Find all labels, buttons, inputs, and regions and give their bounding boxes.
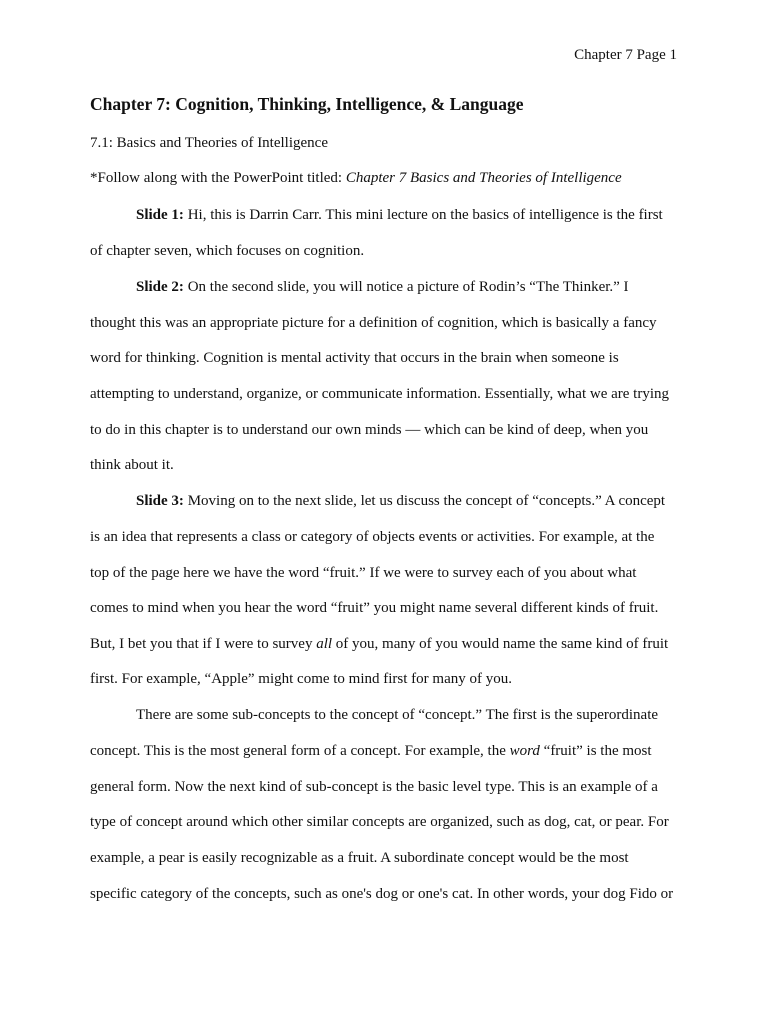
paragraph-line: general form. Now the next kind of sub-concept is the basic level type. This is an example of a: [90, 779, 658, 795]
paragraph-line: comes to mind when you hear the word “fruit” you might name several different kinds of fruit.: [90, 600, 659, 616]
line-text: Moving on to the next slide, let us discuss the concept of “concepts.” A concept: [183, 493, 666, 509]
emphasis-word: word: [509, 743, 540, 759]
line-text: concept. This is the most general form of a concept. For example, the: [90, 743, 510, 759]
page-header: Chapter 7 Page 1: [574, 47, 677, 63]
paragraph-line: specific category of the concepts, such as one's dog or one's cat. In other words, your dog Fido or: [90, 886, 674, 902]
emphasis-all: all: [316, 636, 333, 652]
paragraph-line: think about it.: [90, 457, 174, 473]
paragraph-line: word for thinking. Cognition is mental activity that occurs in the brain when someone is: [90, 350, 619, 366]
paragraph-line: first. For example, “Apple” might come to mind first for many of you.: [90, 671, 512, 687]
line-text: But, I bet you that if I were to survey: [90, 636, 317, 652]
paragraph-line: attempting to understand, organize, or communicate information. Essentially, what we are trying: [90, 386, 670, 402]
note-title: Chapter 7 Basics and Theories of Intelligence: [345, 170, 622, 186]
paragraph-line: thought this was an appropriate picture for a definition of cognition, which is basically a fancy: [90, 315, 657, 331]
slide-2-label: Slide 2:: [136, 279, 184, 295]
paragraph-line: [90, 742, 652, 760]
paragraph-line: example, a pear is easily recognizable as a fruit. A subordinate concept would be the most: [90, 850, 629, 866]
slide-3-label: Slide 3:: [136, 493, 184, 509]
powerpoint-note: [90, 170, 622, 187]
slide-1-label: Slide 1:: [136, 207, 184, 223]
line-text: On the second slide, you will notice a picture of Rodin’s “The Thinker.” I: [183, 279, 629, 295]
line-text: of you, many of you would name the same kind of fruit: [332, 636, 669, 652]
paragraph-line: [136, 492, 665, 510]
paragraph-line: is an idea that represents a class or category of objects events or activities. For example, at the: [90, 529, 655, 545]
chapter-title: Chapter 7: Cognition, Thinking, Intelligence, & Language: [90, 94, 524, 114]
line-text: Hi, this is Darrin Carr. This mini lecture on the basics of intelligence is the first: [183, 207, 663, 223]
paragraph-line: [136, 278, 629, 296]
paragraph-line: type of concept around which other similar concepts are organized, such as dog, cat, or pear. For: [90, 814, 669, 830]
paragraph-line: of chapter seven, which focuses on cognition.: [90, 243, 365, 259]
paragraph-line: to do in this chapter is to understand our own minds — which can be kind of deep, when you: [90, 422, 649, 438]
paragraph-line: [90, 635, 668, 653]
paragraph-line: There are some sub-concepts to the concept of “concept.” The first is the superordinate: [136, 707, 659, 723]
paragraph-line: [136, 206, 663, 224]
note-prefix: *Follow along with the PowerPoint titled:: [90, 170, 346, 186]
section-heading: 7.1: Basics and Theories of Intelligence: [90, 135, 328, 151]
line-text: “fruit” is the most: [539, 743, 652, 759]
paragraph-line: top of the page here we have the word “fruit.” If we were to survey each of you about what: [90, 565, 637, 581]
